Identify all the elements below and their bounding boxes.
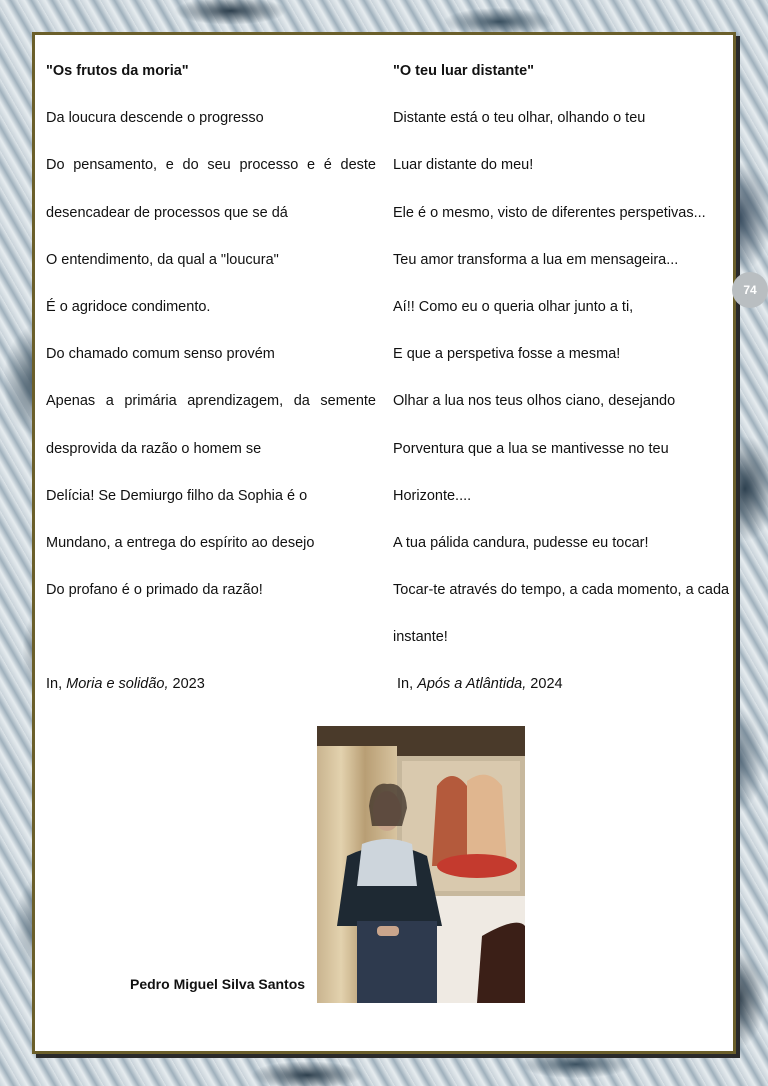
right-poem-title: "O teu luar distante" (393, 63, 535, 79)
author-photo-image (317, 726, 525, 1003)
poem-line: Ele é o mesmo, visto de diferentes perspetivas... (393, 204, 706, 221)
poem-line: Mundano, a entrega do espírito ao desejo (46, 534, 315, 551)
poem-line: Aí!! Como eu o queria olhar junto a ti, (393, 298, 634, 315)
poem-line: E que a perspetiva fosse a mesma! (393, 346, 621, 363)
poem-line: Da loucura descende o progresso (46, 110, 264, 127)
source-year: 2024 (526, 676, 563, 693)
right-poem-source (393, 672, 728, 719)
left-poem (46, 59, 376, 720)
poem-line: Distante está o teu olhar, olhando o teu (393, 110, 646, 127)
poem-line: Horizonte.... (393, 487, 472, 504)
source-title: Após a Atlântida, (417, 676, 527, 693)
poem-line: desprovida da razão o homem se (46, 440, 262, 457)
left-poem-source (46, 672, 376, 719)
right-poem (393, 59, 728, 720)
poem-line: Luar distante do meu! (393, 157, 534, 174)
spacer-line (46, 625, 376, 672)
poem-line: Olhar a lua nos teus olhos ciano, desejando (393, 393, 676, 410)
poem-line: Do chamado comum senso provém (46, 346, 275, 363)
left-poem-title: "Os frutos da moria" (46, 63, 189, 79)
poem-line: Teu amor transforma a lua em mensageira... (393, 251, 679, 268)
page-number-badge: 74 (732, 272, 768, 308)
poem-line: Porventura que a lua se mantivesse no teu (393, 440, 669, 457)
poem-line: desencadear de processos que se dá (46, 204, 288, 221)
poem-line: A tua pálida candura, pudesse eu tocar! (393, 534, 649, 551)
poem-line: É o agridoce condimento. (46, 298, 211, 315)
source-year: 2023 (168, 676, 205, 693)
source-prefix: In, (46, 676, 67, 693)
poem-line: Apenas a primária aprendizagem, da semente (46, 393, 376, 410)
poem-line: instante! (393, 629, 448, 646)
author-photo (317, 726, 525, 1003)
source-prefix: In, (393, 676, 418, 693)
source-title: Moria e solidão, (66, 676, 169, 693)
poem-line: Do profano é o primado da razão! (46, 582, 263, 599)
author-name: Pedro Miguel Silva Santos (130, 976, 306, 992)
poem-line: Do pensamento, e do seu processo e é deste (46, 157, 376, 174)
poem-line: Delícia! Se Demiurgo filho da Sophia é o (46, 487, 308, 504)
poem-line: O entendimento, da qual a "loucura" (46, 251, 279, 268)
poem-line: Tocar-te através do tempo, a cada momento, a cada (393, 582, 730, 599)
